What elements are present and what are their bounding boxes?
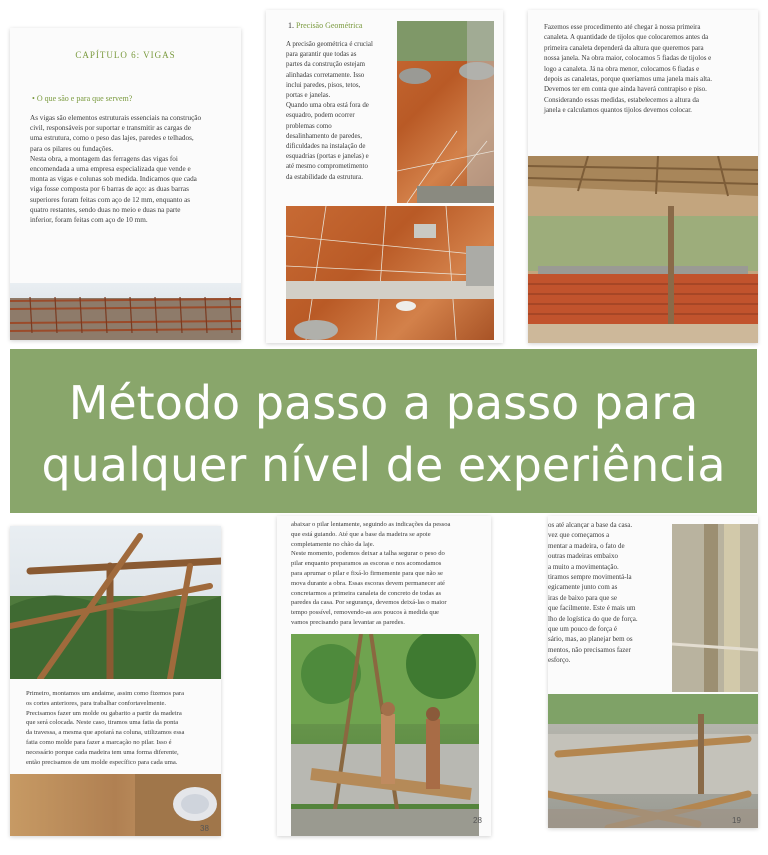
pilar-body-text: abaixar o pilar lentamente, seguindo as indicações da pessoa que está guiando. Até que a base da madeira se apoie completamente no chão da laje. Neste momento, podemos deixar a talha segurar o peso do pilar enquanto preparamos as escoras e nos acomodamos para aprumar o pilar e fixá-lo firmemente para que não se mova durante a obra. Essas escoras devem permanecer até concretarmos a primeira canaleta de concreto de todas as paredes da casa. Por segurança, devemos deixá-las o maior tempo possível, removendo-as aos poucos à medida que vamos precisando para levantar as paredes.	[291, 521, 451, 626]
pillar-closeup-photo	[672, 524, 758, 692]
andaime-body-text: Primeiro, montamos um andaime, assim como fizemos para os cortes anteriores, para trabalhar confortavelmente. Precisamos fazer um molde ou gabarito a partir da madeira que será colocada. Neste caso, tiramos uma fatia da ponta da travessa, a mesma que apoiará na coluna, utilizamos essa fatia como molde para fazer a marcação no pilar. Isso é necessário porque cada madeira tem uma forma diferente, então precisamos de um molde específico para cada uma.	[26, 690, 185, 766]
page-canaleta	[528, 10, 758, 343]
page-precisao	[266, 10, 503, 343]
heading-number: 1.	[288, 21, 294, 30]
bullet-text: O que são e para que servem?	[36, 94, 133, 103]
canaleta-body-text: Fazemos esse procedimento até chegar à nossa primeira canaleta. A quantidade de tijolos que colocaremos antes da primeira canaleta dependerá da altura que queremos para nossa janela. Na obra maior, colocamos 5 fiadas de tijolos e logo a canaleta. Já na obra menor, colocamos 6 fiadas e depois as canaletas, porque queríamos uma janela mais alta. Devemos ter em conta que ainda haverá contrapiso e piso. Considerando essas medidas, estabelecemos a altura da janela e calculamos quantos tijolos devemos colocar.	[544, 23, 712, 115]
page-number: 38	[200, 824, 209, 833]
vigas-body-text: As vigas são elementos estruturais essenciais na construção civil, responsáveis por suportar e transmitir as cargas de uma estrutura, como o peso das lajes, paredes e telhados, para os pilares ou fundações. Nesta obra, a montagem das ferragens das vigas foi encomendada a uma empresa especializada que vende e monta as vigas e colunas sob medida. Indicamos que cada viga fosse composta por 6 barras de aço: as duas barras superiores foram feitas com aço de 12 mm, enquanto as quatro restantes, sendo duas no meio e duas na parte inferior, foram feitas com aço de 10 mm.	[30, 114, 202, 225]
page-andaime	[10, 526, 221, 836]
timber-frame-photo	[10, 526, 221, 679]
page-vigas	[10, 28, 241, 340]
workers-lifting-photo	[291, 634, 479, 836]
section-bullet	[32, 94, 132, 103]
page-movimentacao	[548, 516, 758, 828]
rebar-photo	[10, 283, 241, 340]
wood-mold-photo	[10, 774, 221, 836]
bullet-dot-icon: •	[32, 94, 35, 103]
site-photo-bottom	[286, 206, 494, 340]
page-number: 28	[473, 816, 482, 825]
precisao-heading	[288, 21, 362, 30]
slab-timber-photo	[548, 694, 758, 828]
site-photo-top	[397, 21, 494, 203]
page-pilar	[277, 516, 491, 836]
chapter-title: CAPÍTULO 6: VIGAS	[75, 50, 176, 60]
brick-walls-photo	[528, 156, 758, 343]
banner-line-1: Método passo a passo para	[68, 376, 699, 430]
movimentacao-body-text: os até alcançar a base da casa. vez que começamos a mentar a madeira, o fato de outras madeiras embaixo a muito a movimentação. tiramos sempre movimentá-la egicamente junto com as iras de baixo para que se que facilmente. Este é mais um lho de logística do que de força. que um pouco de força é sário, mas, ao planejar bem os mentos, não precisamos fazer esforço.	[548, 521, 638, 665]
page-number: 19	[732, 816, 741, 825]
promo-banner	[10, 349, 757, 513]
precisao-body-text: A precisão geométrica é crucial para garantir que todas as partes da construção estejam alinhadas corretamente. Isso inclui paredes, pisos, tetos, portas e janelas. Quando uma obra está fora de esquadro, podem ocorrer problemas como desalinhamento de paredes, dificuldades na instalação de esquadrias (portas e janelas) e até mesmo comprometimento da estabilidade da estrutura.	[286, 41, 373, 181]
banner-line-2: qualquer nível de experiência	[41, 438, 726, 492]
heading-title: Precisão Geométrica	[296, 21, 363, 30]
